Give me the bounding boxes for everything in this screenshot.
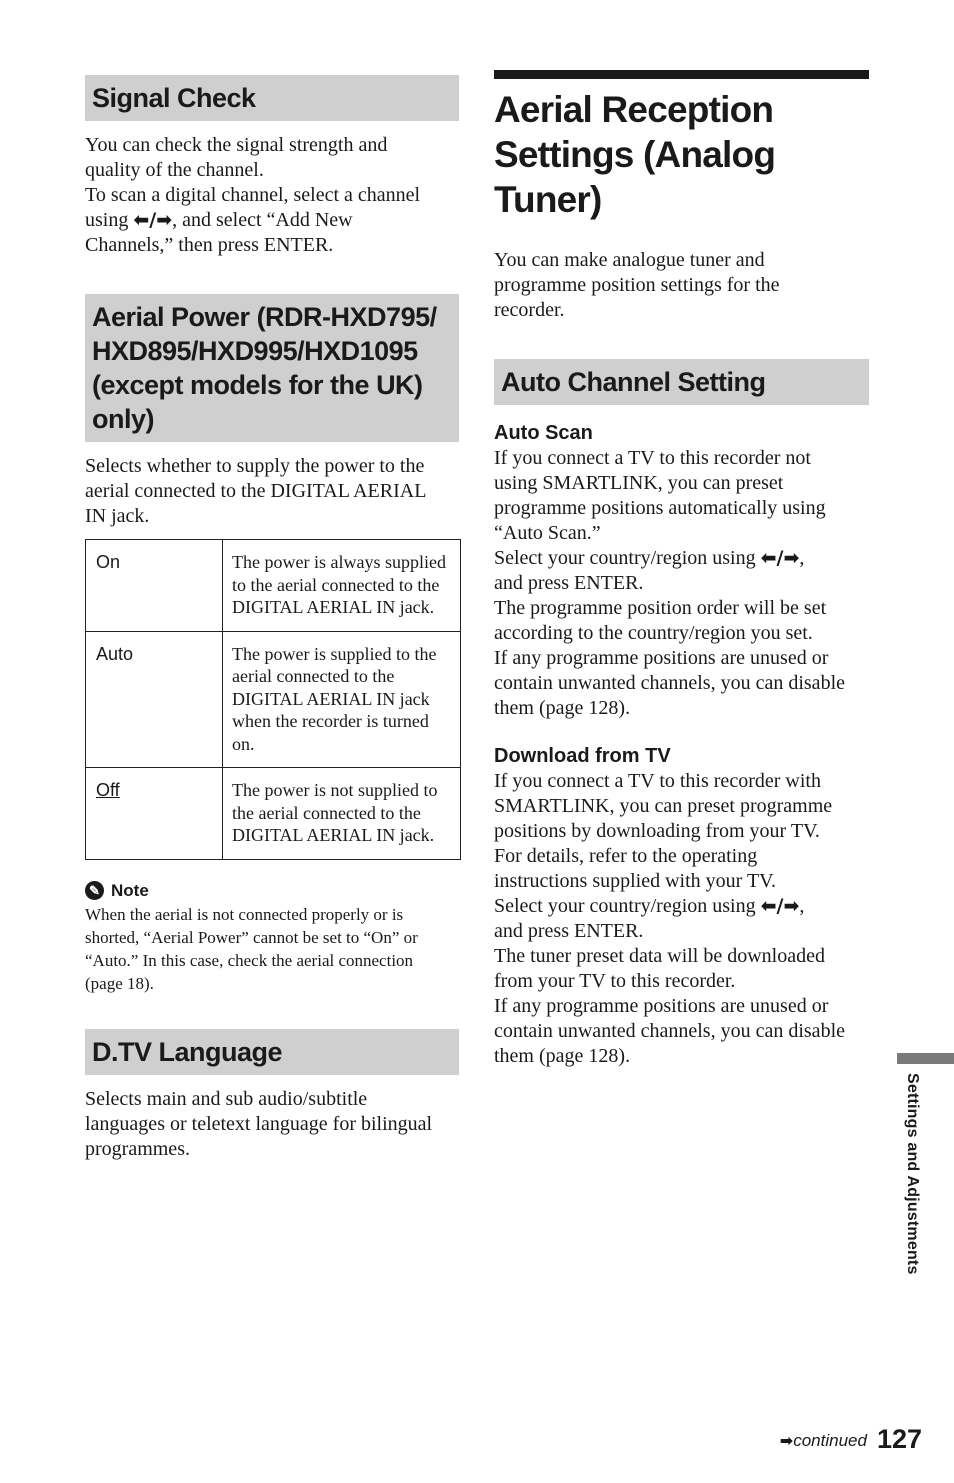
text-line: languages or teletext language for bilingual (85, 1112, 433, 1135)
download-heading: Download from TV (494, 745, 671, 767)
signal-check-heading: Signal Check (85, 75, 459, 121)
option-key: Auto (86, 631, 223, 768)
text-line: aerial connected to the DIGITAL AERIAL (85, 480, 427, 502)
text-line: when the recorder is turned (232, 711, 429, 731)
title-rule (494, 70, 869, 79)
text-line: Selects main and sub audio/subtitle (85, 1087, 368, 1110)
continued-label: continued (793, 1431, 867, 1450)
text-line: contain unwanted channels, you can disable (494, 672, 845, 694)
text-line: on. (232, 733, 255, 754)
chapter-tab (897, 1053, 954, 1064)
text-line: programmes. (85, 1137, 190, 1160)
auto-scan-heading: Auto Scan (494, 422, 593, 444)
text-line: programme positions automatically using (494, 497, 826, 519)
text-line: them (page 128). (494, 697, 631, 719)
left-column (85, 75, 459, 1162)
text-line: “Auto Scan.” (494, 522, 601, 544)
text-line: If any programme positions are unused or (494, 995, 829, 1017)
text-line: aerial connected to the (232, 666, 395, 686)
text-line: To scan a digital channel, select a channel (85, 184, 421, 206)
text-line: DIGITAL AERIAL IN jack. (232, 597, 435, 617)
table-row (86, 768, 461, 860)
text-line (494, 546, 869, 571)
left-right-arrows-icon: ⬅/➡ (760, 547, 800, 569)
title-line: Settings (Analog Tuner) (494, 134, 776, 220)
page-number: 127 (876, 1424, 922, 1454)
text-line: The power is always supplied (232, 552, 446, 572)
text-line: positions by downloading from your TV. (494, 820, 820, 842)
text-line: If you connect a TV to this recorder with (494, 770, 821, 792)
download-body (494, 769, 869, 1069)
text-fragment: , (799, 547, 805, 569)
text-fragment: , and select “Add New (172, 209, 353, 231)
text-line: IN jack. (85, 505, 150, 527)
text-line: For details, refer to the operating (494, 845, 758, 867)
text-line: The tuner preset data will be downloaded (494, 945, 825, 967)
dtv-language-heading: D.TV Language (85, 1029, 459, 1075)
text-fragment: , (799, 895, 805, 917)
text-line: When the aerial is not connected properly or is (85, 904, 404, 924)
left-right-arrows-icon: ⬅/➡ (760, 895, 800, 917)
text-line: If any programme positions are unused or (494, 647, 829, 669)
chapter-label: Settings and Adjustments (904, 1073, 921, 1275)
text-line: SMARTLINK, you can preset programme (494, 795, 833, 817)
text-line: You can make analogue tuner and (494, 249, 765, 271)
text-line: Channels,” then press ENTER. (85, 234, 334, 256)
aerial-power-heading (85, 294, 459, 442)
text-line: recorder. (494, 299, 565, 321)
text-line: “Auto.” In this case, check the aerial connection (85, 950, 414, 970)
aerial-power-options-table (85, 539, 461, 860)
text-line: You can check the signal strength and (85, 134, 388, 156)
right-column (494, 70, 869, 1069)
note-label: Note (111, 880, 149, 900)
note-heading (85, 881, 459, 901)
text-line: and press ENTER. (494, 920, 644, 942)
text-line (85, 208, 459, 233)
option-key: On (86, 540, 223, 632)
page-title (494, 87, 869, 222)
auto-channel-heading: Auto Channel Setting (494, 359, 869, 405)
text-line: programme position settings for the (494, 274, 780, 296)
text-line: Selects whether to supply the power to the (85, 455, 425, 477)
heading-line: Aerial Power (RDR-HXD795/ (92, 302, 437, 332)
text-line: DIGITAL AERIAL IN jack (232, 688, 430, 709)
text-line: The power is not supplied to (232, 780, 438, 800)
heading-line: only) (92, 404, 154, 434)
arrow-right-icon: ➡ (779, 1431, 794, 1450)
auto-scan-body (494, 446, 869, 721)
text-fragment: Select your country/region using (494, 895, 756, 917)
right-intro (494, 248, 869, 323)
note-icon: ✎ (85, 881, 104, 900)
page-footer (780, 1423, 922, 1455)
text-fragment: using (85, 209, 129, 231)
text-line: shorted, “Aerial Power” cannot be set to “On” or (85, 927, 418, 947)
option-description (223, 768, 461, 860)
heading-line: HXD895/HXD995/HXD1095 (92, 336, 418, 366)
text-line: from your TV to this recorder. (494, 970, 736, 992)
dtv-language-body (85, 1087, 459, 1162)
text-line: The programme position order will be set (494, 597, 827, 619)
text-line: contain unwanted channels, you can disable (494, 1020, 845, 1042)
text-line: (page 18). (85, 973, 154, 993)
text-line: DIGITAL AERIAL IN jack. (232, 825, 435, 845)
option-description (223, 540, 461, 632)
table-row (86, 631, 461, 768)
text-line: instructions supplied with your TV. (494, 870, 777, 892)
table-row (86, 540, 461, 632)
text-line: them (page 128). (494, 1045, 631, 1067)
heading-line: (except models for the UK) (92, 370, 423, 400)
text-line: and press ENTER. (494, 572, 644, 594)
option-key-default (86, 768, 223, 860)
aerial-power-intro (85, 454, 459, 529)
text-line: according to the country/region you set. (494, 622, 813, 644)
text-line: The power is supplied to the (232, 643, 437, 664)
text-line: the aerial connected to the (232, 802, 421, 823)
text-line (494, 894, 869, 919)
text-fragment: Select your country/region using (494, 547, 756, 569)
continued-indicator (780, 1431, 867, 1455)
signal-check-body (85, 133, 459, 258)
text-line: If you connect a TV to this recorder not (494, 447, 811, 469)
option-description (223, 631, 461, 768)
default-option-label: Off (96, 780, 120, 800)
text-line: to the aerial connected to the (232, 574, 440, 595)
text-line: quality of the channel. (85, 159, 264, 181)
text-line: using SMARTLINK, you can preset (494, 472, 784, 494)
note-body (85, 903, 459, 995)
left-right-arrows-icon: ⬅/➡ (133, 209, 173, 231)
title-line: Aerial Reception (494, 89, 774, 130)
